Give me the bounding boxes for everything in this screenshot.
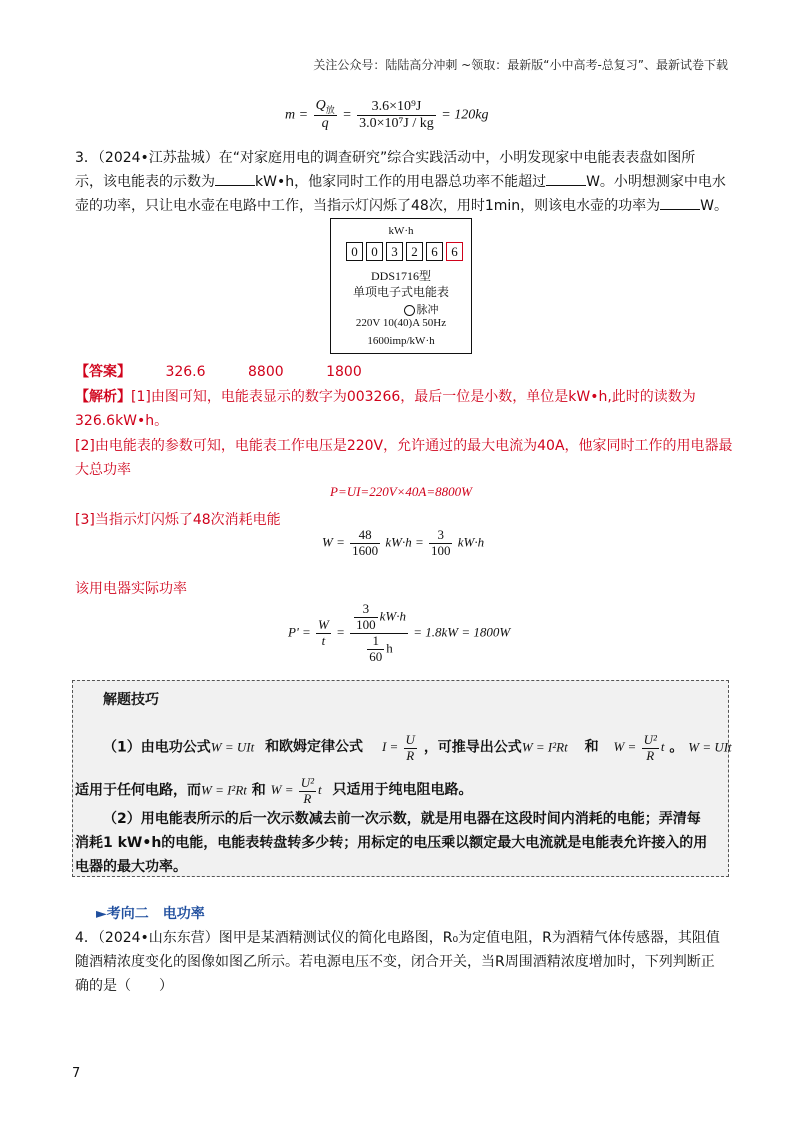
- pulse-indicator-icon: [404, 305, 415, 316]
- tips-line-2: 适用于任何电路，而W = I²Rt 和 W = $\frac{\text{U²}}{R}$ t 只适用于纯电阻电路。: [75, 775, 473, 806]
- formula-eq: =: [342, 107, 352, 123]
- analysis-line-6: 该用电器实际功率: [75, 581, 187, 597]
- meter-digit: 0: [346, 242, 363, 261]
- meter-type: 单项电子式电能表: [352, 285, 449, 299]
- analysis-line-4: 大总功率: [75, 462, 131, 478]
- formula-result: = 120kg: [441, 107, 489, 123]
- q3-line-2: 示，该电能表的示数为 kW•h，他家同时工作的用电器总功率不能超过 W。小明想测家中电水: [75, 170, 730, 194]
- fraction-q-over-q: $\frac{Q_放}{q}$: [315, 98, 335, 132]
- meter-imp: 1600imp/kW·h: [367, 335, 435, 347]
- q4-line-3: 确的是（ ）: [75, 978, 173, 994]
- power-formula: P=UI=220V×40A=8800W: [330, 484, 472, 499]
- fraction-values: $\frac{\text{3.6×10⁹J}}{\text{3.0×10⁷J / kg}}$: [359, 98, 434, 131]
- actual-power-formula: P' = $\frac{W}{t}$ = $\frac{3}{100}$ kW·h $\frac{1}{60}$ h = 1.8kW = 1800W: [288, 601, 511, 664]
- energy-formula: W = $\frac{48}{1600}$ kW·h = $\frac{3}{100}$ kW·h: [322, 527, 485, 558]
- meter-digit-decimal: 6: [446, 242, 463, 261]
- answer-line: 【答案】 326.6 8800 1800: [75, 364, 362, 380]
- tips-line-1: （1）由电功公式W = UIt 和欧姆定律公式 I = $\frac{U}{R}$ ，可推导出公式W = I²Rt 和 W = $\frac{\text{U²}}{R}$ t 。 W = UIt: [103, 732, 732, 763]
- tips-box: [72, 680, 732, 877]
- meter-model: DDS1716型: [370, 269, 431, 283]
- meter-rating: 220V 10(40)A 50Hz: [355, 317, 447, 329]
- page-number: 7: [72, 1066, 81, 1081]
- meter-digit: 2: [406, 242, 423, 261]
- q4-line-2: 随酒精浓度变化的图像如图乙所示。若电源电压不变，闭合开关，当R周围酒精浓度增加时，下列判断正: [75, 954, 715, 970]
- tips-title: 解题技巧: [103, 692, 159, 708]
- q3-line-3: 壶的功率，只让电水壶在电路中工作，当指示灯闪烁了48次，用时1min，则该电水壶的功率为 W。: [75, 194, 730, 218]
- meter-unit: kW·h: [388, 225, 414, 237]
- analysis-line-2: 326.6kW•h。: [75, 413, 169, 429]
- blank-1[interactable]: [215, 171, 255, 186]
- tips-line-4: 消耗1 kW•h的电能，电能表转盘转多少转；用标定的电压乘以额定最大电流就是电能表允许接入的用: [75, 835, 708, 851]
- energy-meter-figure: [330, 218, 472, 354]
- meter-pulse: 脉冲: [351, 301, 491, 317]
- tips-line-5: 电器的最大功率。: [75, 859, 187, 875]
- tips-line-3: （2）用电能表所示的后一次示数减去前一次示数，就是用电器在这段时间内消耗的电能；弄清每: [103, 811, 701, 827]
- section-heading: ►考向二 电功率: [96, 906, 205, 922]
- meter-digit: 6: [426, 242, 443, 261]
- q3-line-1: 3．（2024•江苏盐城）在“对家庭用电的调查研究”综合实践活动中，小明发现家中电能表表盘如图所: [75, 150, 696, 166]
- compound-fraction: $\frac{3}{100}$ kW·h $\frac{1}{60}$ h: [350, 602, 408, 665]
- blank-2[interactable]: [546, 171, 586, 186]
- blank-3[interactable]: [660, 195, 700, 210]
- meter-digit: 3: [386, 242, 403, 261]
- formula-lhs: m =: [285, 107, 309, 123]
- analysis-line-1: 【解析】[1]由图可知，电能表显示的数字为003266，最后一位是小数，单位是kW•h,此时的读数为: [75, 389, 696, 405]
- mass-formula: [285, 98, 488, 132]
- q4-line-1: 4．（2024•山东东营）图甲是某酒精测试仪的简化电路图，R₀为定值电阻，R为酒精气体传感器，其阻值: [75, 930, 720, 946]
- analysis-line-5: [3]当指示灯闪烁了48次消耗电能: [75, 512, 281, 528]
- meter-digits: [346, 242, 466, 261]
- meter-digit: 0: [366, 242, 383, 261]
- analysis-line-3: [2]由电能表的参数可知，电能表工作电压是220V，允许通过的最大电流为40A，他家同时工作的用电器最: [75, 438, 733, 454]
- page-header: 关注公众号：陆陆高分冲刺 ~领取：最新版“小中高考-总复习”、最新试卷下载: [313, 58, 728, 72]
